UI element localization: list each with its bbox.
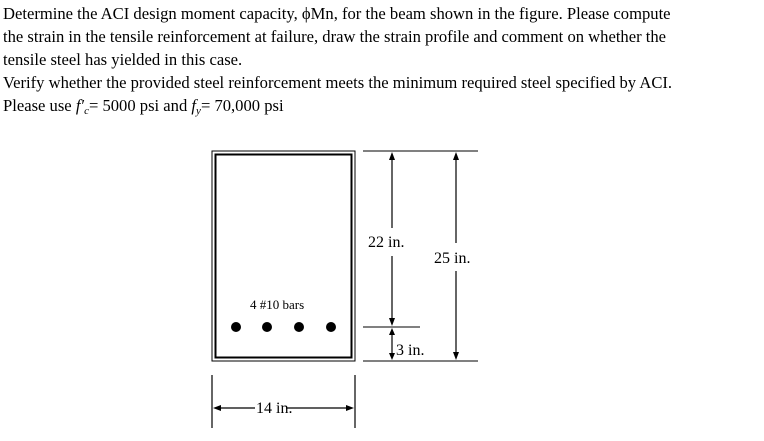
- problem-line-3: tensile steel has yielded in this case.: [3, 50, 243, 69]
- fc-subscript: c: [84, 105, 89, 117]
- fc-symbol: f′: [75, 96, 85, 115]
- fc-value: = 5000 psi and: [88, 96, 192, 115]
- height-label: 25 in.: [434, 250, 471, 267]
- cover-arrow-top: [389, 328, 395, 335]
- width-arrow-left: [213, 405, 221, 411]
- rebar-dot: [326, 322, 336, 332]
- fy-value: = 70,000 psi: [200, 96, 284, 115]
- problem-line-4: Verify whether the provided steel reinforcement meets the minimum required steel specified by ACI.: [3, 73, 673, 92]
- depth-arrow-top: [389, 152, 395, 160]
- cover-label: 3 in.: [396, 342, 425, 359]
- cover-arrow-bottom: [389, 353, 395, 360]
- rebar-group: [231, 322, 336, 332]
- height-arrow-top: [453, 152, 459, 160]
- rebar-dot: [294, 322, 304, 332]
- depth-label: 22 in.: [368, 234, 405, 251]
- bars-label: 4 #10 bars: [250, 297, 305, 312]
- problem-line-2: the strain in the tensile reinforcement at failure, draw the strain profile and comment on whether the: [3, 27, 667, 46]
- width-label: 14 in.: [256, 400, 293, 417]
- fy-subscript: y: [196, 105, 201, 117]
- rebar-dot: [231, 322, 241, 332]
- height-arrow-bottom: [453, 352, 459, 360]
- material-prefix: Please use: [3, 96, 76, 115]
- depth-arrow-bottom: [389, 318, 395, 326]
- width-arrow-right: [346, 405, 354, 411]
- rebar-dot: [262, 322, 272, 332]
- problem-line-1: Determine the ACI design moment capacity, ϕMn, for the beam shown in the figure. Please compute: [3, 4, 671, 23]
- fy-symbol: f: [191, 96, 197, 115]
